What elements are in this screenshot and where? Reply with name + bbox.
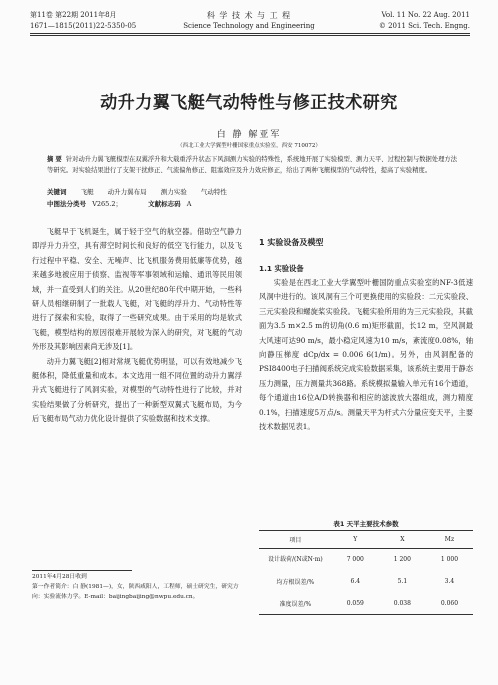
journal-issue: 第11卷 第22期 2011年8月 bbox=[30, 11, 117, 19]
classification bbox=[47, 199, 192, 208]
body-left-column bbox=[32, 225, 242, 427]
classification-label: 中图法分类号 bbox=[47, 200, 86, 208]
table-cell: 设计载荷/(N或N·m) bbox=[267, 556, 323, 564]
table-caption: 表1 天平主要技术参数 bbox=[333, 520, 399, 528]
doc-code-value: A bbox=[186, 200, 192, 208]
footnote-received: 2011年4月28日收到 bbox=[32, 574, 87, 580]
keyword: 气动特性 bbox=[200, 188, 227, 196]
header-rule bbox=[30, 33, 470, 34]
journal-name: 科 学 技 术 与 工 程 bbox=[206, 11, 292, 20]
table-cell: 0.060 bbox=[440, 599, 459, 607]
table-row bbox=[259, 593, 473, 615]
keyword: 测力实验 bbox=[160, 188, 187, 196]
table-cell: 3.4 bbox=[444, 578, 455, 585]
paper-authors: 白 静 解亚军 bbox=[216, 130, 282, 140]
keyword: 动升力翼布局 bbox=[107, 188, 147, 196]
table-row bbox=[259, 571, 473, 593]
balance-parameters-table bbox=[259, 530, 473, 615]
body-paragraph: 动升力翼飞艇[2]相对常规飞艇优势明显，可以有效地减少飞艇体积，降低重量和成本。本文选用一组不同位置的动升力翼浮升式飞艇进行了风洞实验，对模型的气动特性进行了比较，并对实验结果做了分析研究，提出了一种新型双翼式飞艇布局，为今后飞艇布局气动力优化设计提供了实验数据和技术支撑。 bbox=[32, 356, 242, 424]
journal-volume: Vol. 11 No. 22 Aug. 2011 bbox=[381, 11, 470, 19]
body-paragraph: 飞艇早于飞机诞生，属于轻于空气的航空器。借助空气静力即浮升力升空，具有滞空时间长和良好的低空飞行能力，以及飞行过程中平稳、安全、无噪声、比飞机服务费用低廉等优势，越来越多地被应用于侦察、监视等军事领域和运输、通讯等民用领域，并一直受到人们的关注。从20世纪80年代中期开始，一些科研人员相继研制了一批载人飞艇，对飞艇的浮升力、气动特性等进行了探索和实验，取得了一些研究成果。由于采用的均是软式飞艇，模型结构的原因很难开展较为深入的研究，对飞艇的气动外形及其影响因素尚无涉及[1]。 bbox=[32, 227, 242, 352]
paper-affiliation: （西北工业大学翼型叶栅国家重点实验室，西安 710072） bbox=[177, 143, 321, 149]
table-header-cell: Mz bbox=[444, 536, 455, 543]
subsection-heading: 1.1 实验设备 bbox=[259, 264, 304, 273]
table-cell: 准度误差/% bbox=[279, 600, 312, 608]
table-cell: 均方根误差/% bbox=[276, 579, 315, 586]
table-row bbox=[259, 549, 473, 571]
body-paragraph: 实验是在西北工业大学翼型叶栅国防重点实验室的NF-3低速风洞中进行的。该风洞有三个可更换使用的实验段：二元实验段、三元实验段和螺旋桨实验段。飞艇实验所用的为三元实验段，其截面为3.5 m×2.5 m的切角(0.6 m)矩形截面，长12 m，空风洞最大风速可达90 m/s，最小稳定风速为10 m/s，紊流度0.08%，轴向静压梯度 dCp/dx = 0.006 6(1/m)。另外，由风洞配备的PSI8400电子扫描阀系统完成实验数据采集，该系统主要用于静态压力测量，压力测量共368路。系统模拟量输入单元有16个通道，每个通道由16位A/D转换器和相应的滤波放大器组成，测力精度0.1%，扫描速度5万点/s。测量天平为杆式六分量应变天平，主要技术数据见表1。 bbox=[259, 278, 473, 432]
table-cell: 6.4 bbox=[350, 578, 361, 585]
table-cell: 7 000 bbox=[346, 556, 364, 564]
abstract-label: 摘 要 bbox=[47, 156, 62, 163]
keywords bbox=[47, 187, 227, 196]
table-cell: 0.038 bbox=[393, 599, 411, 607]
section-heading: 1 实验设备及模型 bbox=[259, 238, 324, 247]
keywords-label: 关键词 bbox=[47, 188, 67, 196]
journal-name-en: Science Technology and Engineering bbox=[183, 22, 315, 30]
abstract bbox=[47, 154, 457, 176]
table-cell: 5.1 bbox=[397, 578, 408, 585]
paper-title: 动升力翼飞艇气动特性与修正技术研究 bbox=[100, 93, 398, 113]
footnote-author: 第一作者简介：白 静(1981—)，女，陕西咸阳人，工程师，硕士研究生，研究方向：实验流体力学。E-mail：baijingbaijing@nwpu.edu.cn。 bbox=[32, 584, 239, 600]
table-header-cell: X bbox=[400, 536, 405, 543]
table-cell: 0.059 bbox=[346, 599, 364, 607]
body-right-column bbox=[259, 276, 473, 434]
journal-issn: 1671—1815(2011)22-5350-05 bbox=[30, 22, 137, 30]
table-header-row bbox=[259, 531, 473, 549]
keyword: 飞艇 bbox=[80, 188, 94, 196]
classification-value: V265.2； bbox=[92, 200, 123, 208]
table-cell: 1 000 bbox=[440, 556, 459, 564]
table-cell: 1 200 bbox=[393, 556, 411, 564]
journal-copyright: © 2011 Sci. Tech. Engng. bbox=[378, 22, 470, 30]
footnote bbox=[32, 572, 242, 602]
abstract-text: 针对动升力翼飞艇模型在双翼浮升和大载重浮升状态下风洞测力实验的特殊性，系统地开展了实验模型、测力天平、过程控制与数据处理方法等研究。对实验结果进行了支架干扰修正、气流偏角修正、阻塞效应及升力效应修正，给出了两种飞艇模型的气动特性，提高了实验精度。 bbox=[47, 156, 457, 174]
table-header-cell: 项目 bbox=[289, 537, 302, 544]
footnote-rule bbox=[32, 570, 132, 571]
header-rule-thin bbox=[30, 35, 470, 36]
table-header-cell: Y bbox=[353, 536, 358, 543]
doc-code-label: 文献标志码 bbox=[148, 200, 181, 208]
